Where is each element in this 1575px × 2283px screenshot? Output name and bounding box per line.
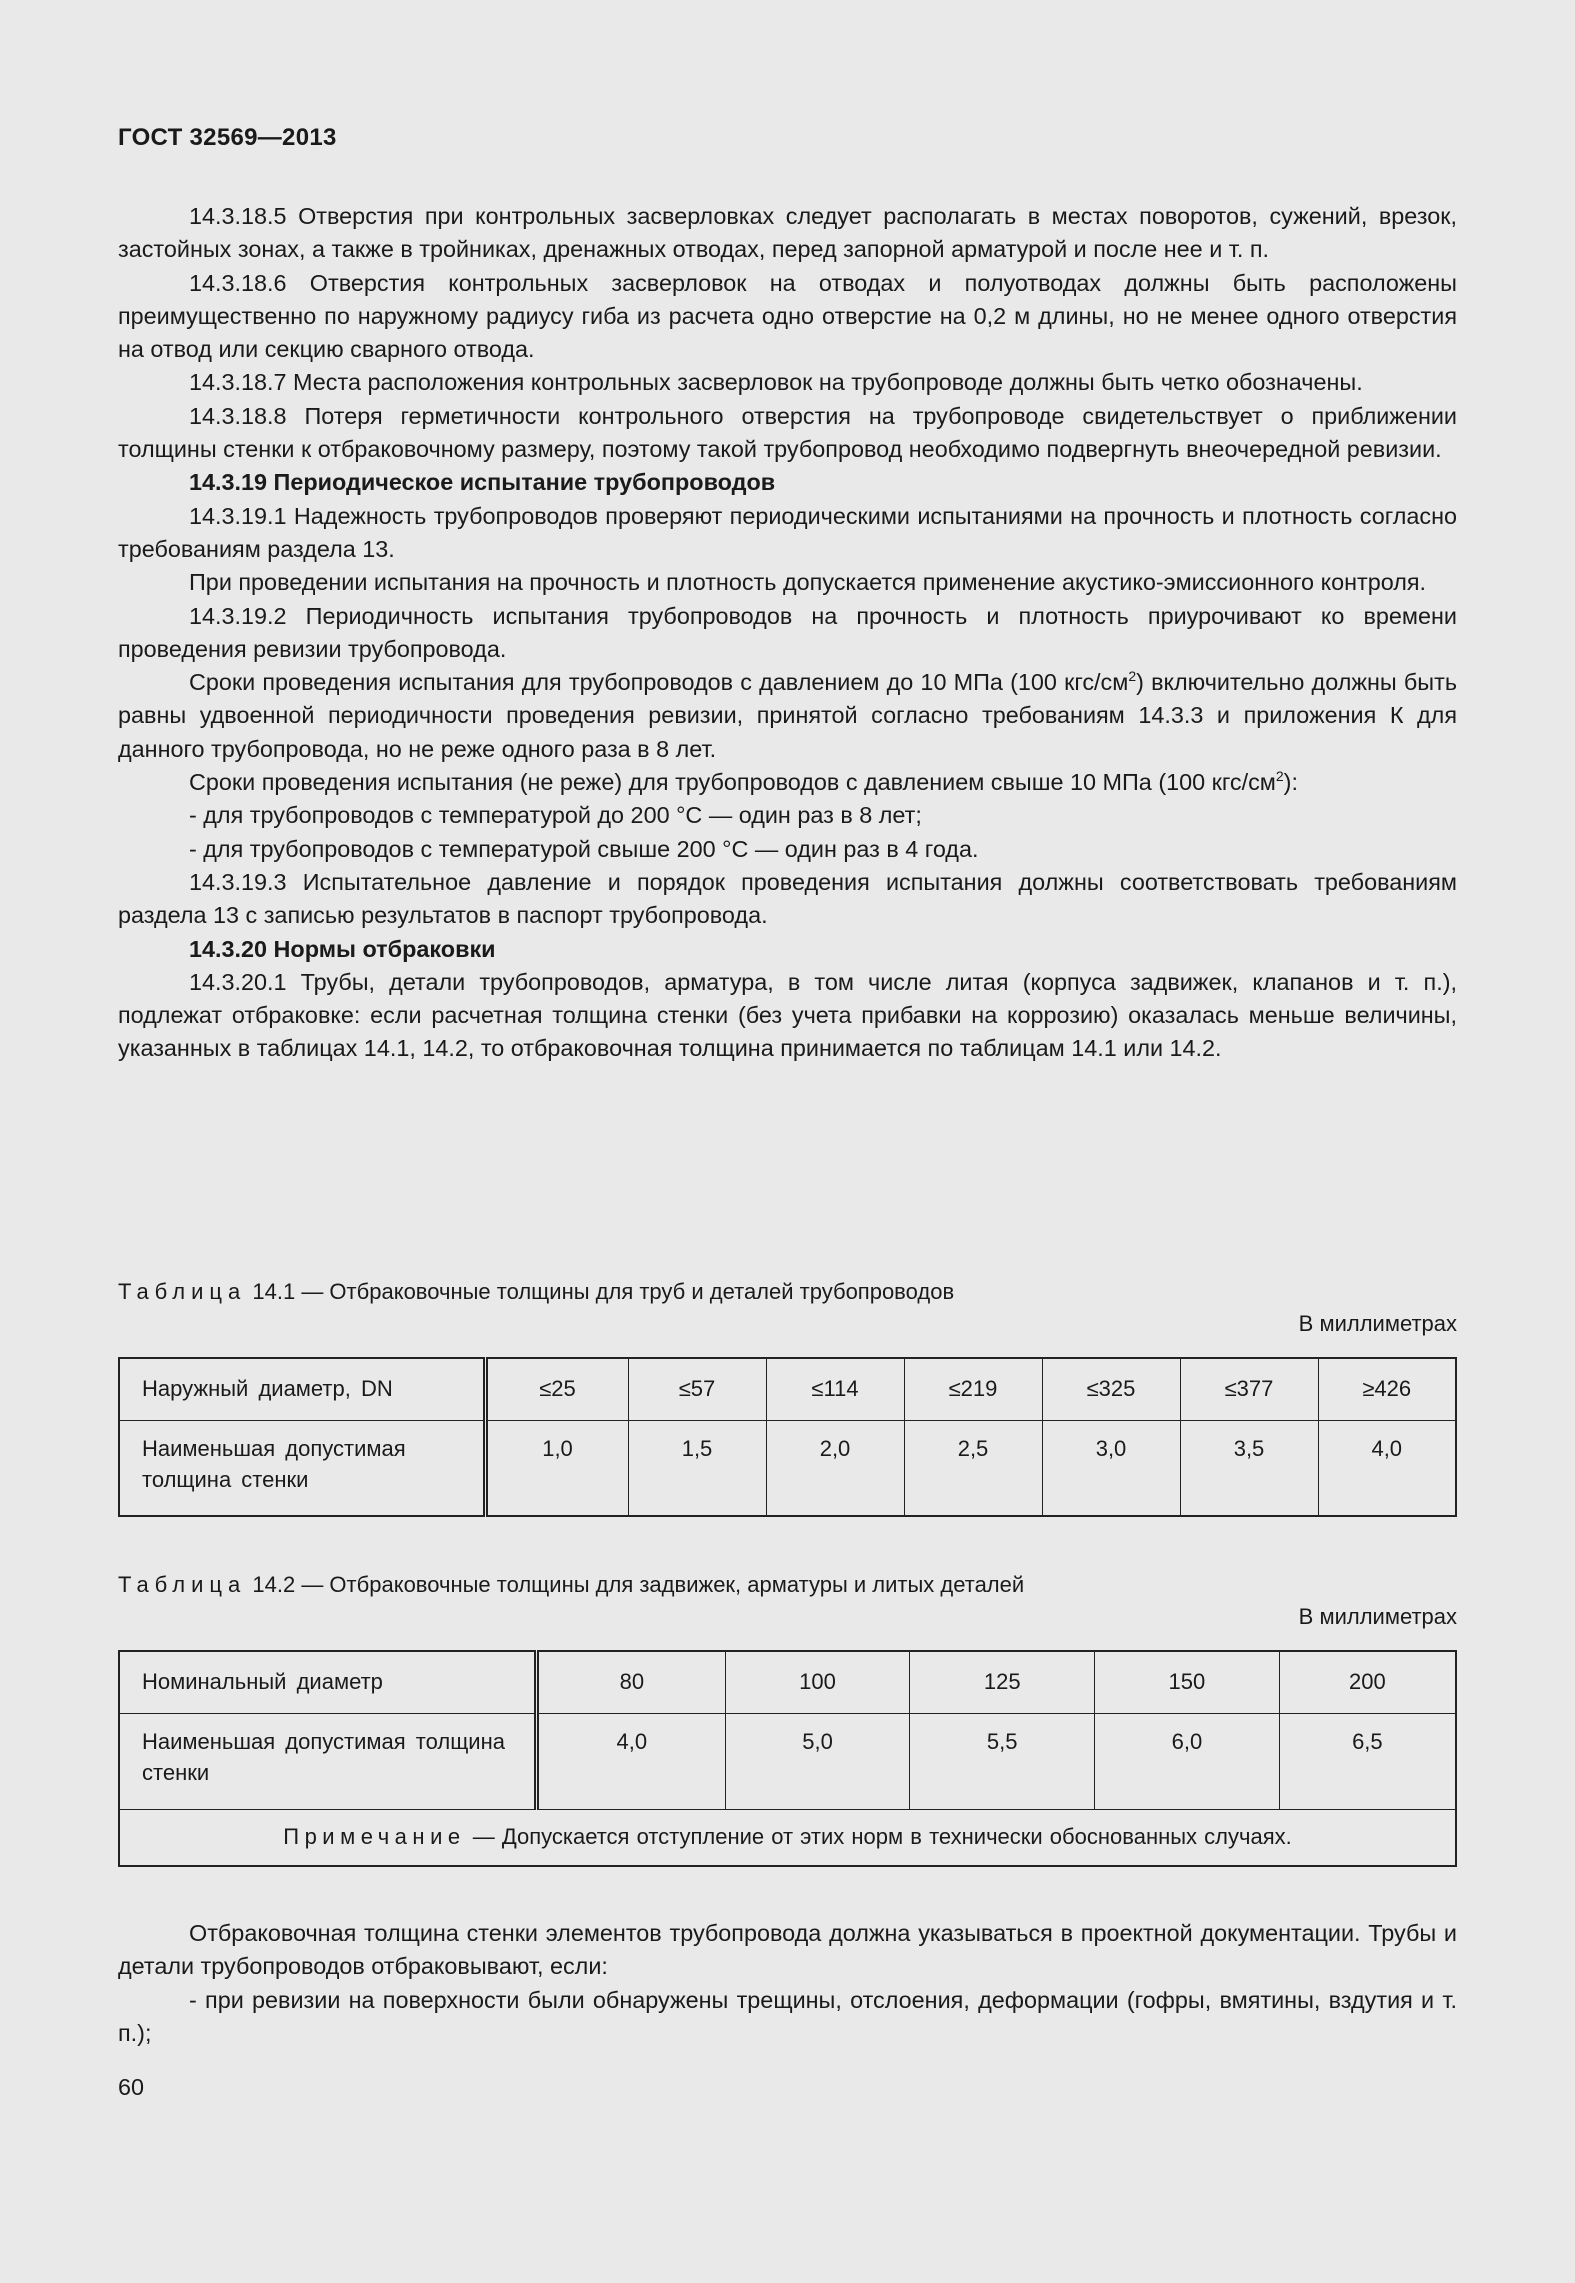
row-label-nominal-diameter: Номинальный диаметр bbox=[119, 1651, 537, 1713]
table-14-2 bbox=[118, 1650, 1457, 1867]
table-cell: ≤25 bbox=[485, 1358, 628, 1420]
table-14-1 bbox=[118, 1357, 1457, 1517]
document-header: ГОСТ 32569—2013 bbox=[118, 124, 337, 151]
table-row bbox=[119, 1420, 1456, 1516]
table-cell: ≤325 bbox=[1042, 1358, 1180, 1420]
paragraph-rejection-thickness: Отбраковочная толщина стенки элементов трубопровода должна указываться в проектной документации. Трубы и детали трубопроводов отбраковывают, если: bbox=[118, 1920, 1457, 1980]
body-text-bottom bbox=[118, 1917, 1457, 2050]
table-row bbox=[119, 1358, 1456, 1420]
table-cell: 150 bbox=[1095, 1651, 1280, 1713]
table-cell: 4,0 bbox=[1318, 1420, 1456, 1516]
table-14-1-caption: Таблица 14.1 — Отбраковочные толщины для труб и деталей трубопроводов bbox=[118, 1279, 955, 1304]
table-cell: 80 bbox=[537, 1651, 726, 1713]
paragraph-14-3-18-8: 14.3.18.8 Потеря герметичности контрольного отверстия на трубопроводе свидетельствует о приближении толщины стенки к отбраковочному размеру, поэтому такой трубопровод необходимо подвергнуть внеочередной ревизии. bbox=[118, 402, 1457, 463]
paragraph-acoustic-emission: При проведении испытания на прочность и плотность допускается применение акустико-эмиссионного контроля. bbox=[189, 569, 1427, 596]
section-heading-14-3-19: 14.3.19 Периодическое испытание трубопроводов bbox=[189, 469, 776, 496]
table-cell: 2,0 bbox=[766, 1420, 904, 1516]
table-cell: 6,0 bbox=[1095, 1713, 1280, 1809]
table-cell: 100 bbox=[725, 1651, 910, 1713]
list-item-up-to-200c: - для трубопроводов с температурой до 200 °С — один раз в 8 лет; bbox=[189, 802, 922, 829]
table-note-row bbox=[119, 1809, 1456, 1866]
table-cell: 1,0 bbox=[485, 1420, 628, 1516]
row-label-min-thickness: Наименьшая допустимая толщина стенки bbox=[119, 1420, 485, 1516]
paragraph-14-3-19-1: 14.3.19.1 Надежность трубопроводов проверяют периодическими испытаниями на прочность и плотность согласно требованиям раздела 13. bbox=[118, 502, 1457, 562]
paragraph-14-3-19-3: 14.3.19.3 Испытательное давление и порядок проведения испытания должны соответствовать требованиям раздела 13 с записью результатов в паспорт трубопровода. bbox=[118, 868, 1457, 929]
table-cell: 200 bbox=[1279, 1651, 1456, 1713]
paragraph-14-3-18-6: 14.3.18.6 Отверстия контрольных засверловок на отводах и полуотводах должны быть расположены преимущественно по наружному радиусу гиба из расчета одно отверстие на 0,2 м длины, но не менее одного отверстия на отвод или секцию сварного отвода. bbox=[118, 269, 1457, 363]
paragraph-test-terms-up-to-10mpa: Сроки проведения испытания для трубопроводов с давлением до 10 МПа (100 кгс/$см^2$) включительно должны быть равны удвоенной периодичности проведения ревизии, принятой согласно требованиям 14.3.3 и приложения К для данного трубопровода, но не реже одного раза в 8 лет. bbox=[118, 668, 1458, 762]
table-cell: 4,0 bbox=[537, 1713, 726, 1809]
table-cell: ≤57 bbox=[628, 1358, 766, 1420]
table-cell: 3,0 bbox=[1042, 1420, 1180, 1516]
body-text-top bbox=[118, 200, 1457, 1066]
table-14-1-units: В миллиметрах bbox=[1298, 1311, 1457, 1336]
table-14-2-units: В миллиметрах bbox=[1298, 1604, 1457, 1629]
paragraph-14-3-18-7: 14.3.18.7 Места расположения контрольных засверловок на трубопроводе должны быть четко обозначены. bbox=[189, 369, 1363, 396]
table-cell: 6,5 bbox=[1279, 1713, 1456, 1809]
paragraph-test-terms-above-10mpa: Сроки проведения испытания (не реже) для трубопроводов с давлением свыше 10 МПа (100 кгс/$см^2$): bbox=[189, 768, 1298, 796]
table-cell: ≤219 bbox=[904, 1358, 1042, 1420]
table-cell: ≤377 bbox=[1180, 1358, 1318, 1420]
table-cell: 5,5 bbox=[910, 1713, 1095, 1809]
paragraph-14-3-19-2: 14.3.19.2 Периодичность испытания трубопроводов на прочность и плотность приурочивают ко времени проведения ревизии трубопровода. bbox=[118, 602, 1457, 662]
table-cell: 1,5 bbox=[628, 1420, 766, 1516]
row-label-outer-diameter: Наружный диаметр, DN bbox=[119, 1358, 485, 1420]
table-note: Примечание — Допускается отступление от этих норм в технически обоснованных случаях. bbox=[119, 1809, 1456, 1866]
list-item-above-200c: - для трубопроводов с температурой свыше 200 °С — один раз в 4 года. bbox=[189, 835, 979, 862]
table-row bbox=[119, 1713, 1456, 1809]
table-cell: ≤114 bbox=[766, 1358, 904, 1420]
table-cell: 5,0 bbox=[725, 1713, 910, 1809]
table-cell: 2,5 bbox=[904, 1420, 1042, 1516]
row-label-min-thickness: Наименьшая допустимая толщина стенки bbox=[119, 1713, 537, 1809]
table-row bbox=[119, 1651, 1456, 1713]
section-heading-14-3-20: 14.3.20 Нормы отбраковки bbox=[189, 935, 496, 962]
table-14-2-caption: Таблица 14.2 — Отбраковочные толщины для задвижек, арматуры и литых деталей bbox=[118, 1572, 1025, 1597]
table-cell: 125 bbox=[910, 1651, 1095, 1713]
paragraph-14-3-18-5: 14.3.18.5 Отверстия при контрольных засверловках следует располагать в местах поворотов, сужений, врезок, застойных зонах, а также в тройниках, дренажных отводах, перед запорной арматурой и после нее и т. п. bbox=[118, 203, 1457, 263]
paragraph-14-3-20-1: 14.3.20.1 Трубы, детали трубопроводов, арматура, в том числе литая (корпуса задвижек, клапанов и т. п.), подлежат отбраковке: если расчетная толщина стенки (без учета прибавки на коррозию) оказалась меньше величины, указанных в таблицах 14.1, 14.2, то отбраковочная толщина принимается по таблицам 14.1 или 14.2. bbox=[118, 968, 1457, 1062]
table-cell: ≥426 bbox=[1318, 1358, 1456, 1420]
list-item-cracks: - при ревизии на поверхности были обнаружены трещины, отслоения, деформации (гофры, вмятины, вздутия и т. п.); bbox=[118, 1986, 1457, 2046]
table-cell: 3,5 bbox=[1180, 1420, 1318, 1516]
page-number: 60 bbox=[118, 2074, 145, 2100]
